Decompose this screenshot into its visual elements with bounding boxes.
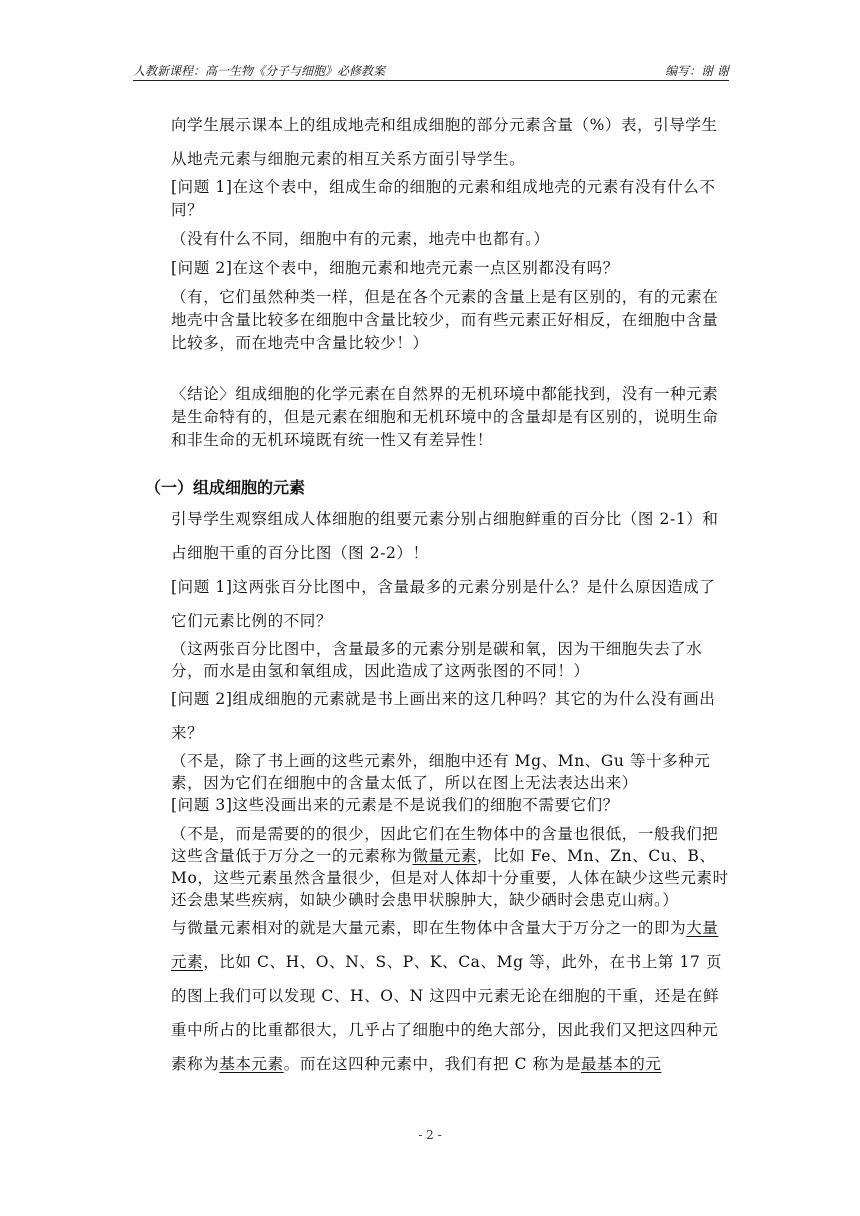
question-2b: [问题 2]组成细胞的元素就是书上画出来的这几种吗？其它的为什么没有画出来？	[171, 690, 716, 742]
section-heading: （一）组成细胞的元素	[145, 478, 306, 497]
question-2: [问题 2]在这个表中，细胞元素和地壳元素一点区别都没有吗？	[171, 259, 619, 277]
header-author: 编写：谢 谢	[665, 64, 729, 78]
answer-2b: （不是，除了书上画的这些元素外，细胞中还有 Mg、Mn、Gu 等十多种元素，因为它们在细胞中的含量太低了，所以在图上无法表达出来）	[171, 752, 711, 792]
question-1b: [问题 1]这两张百分比图中，含量最多的元素分别是什么？是什么原因造成了它们元素比例的不同？	[171, 578, 716, 630]
answer-3b-part-a: （不是，而是需要的的很少，因此它们在生物体中的含量也很低，一般我们把这些含量低于万分之一的元素称为	[171, 825, 719, 865]
page-header	[133, 60, 729, 81]
content-part-2	[171, 502, 731, 1081]
page-number: - 2 -	[418, 1128, 442, 1142]
answer-3b-part-b: ，比如 Fe、Mn、Zn、Cu、B、Mo，这些元素虽然含量很少，但是对人体却十分重要，人体在缺少这些元素时还会患某些疾病，如缺少碘时会患甲状腺肿大，缺少硒时会患克山病。）	[171, 847, 729, 909]
conclusion-paragraph: 〈结论〉组成细胞的化学元素在自然界的无机环境中都能找到，没有一种元素是生命特有的，但是元素在细胞和无机环境中的含量却是有区别的，说明生命和非生命的无机环境既有统一性又有差异性！	[171, 385, 719, 449]
macro-part-c: 。而在这四种元素中，我们有把 C 称为是	[283, 1055, 581, 1073]
question-1: [问题 1]在这个表中，组成生命的细胞的元素和组成地壳的元素有没有什么不同？	[171, 178, 716, 219]
header-title: 人教新课程：高一生物《分子与细胞》必修教案	[133, 64, 386, 78]
answer-2: （有，它们虽然种类一样，但是在各个元素的含量上是有区别的，有的元素在地壳中含量比较多在细胞中含量比较少，而有些元素正好相反，在细胞中含量比较多，而在地壳中含量比较少！）	[171, 288, 719, 352]
answer-1b: （这两张百分比图中，含量最多的元素分别是碳和氧，因为干细胞失去了水分，而水是由氢和氧组成，因此造成了这两张图的不同！）	[171, 640, 703, 680]
term-trace-elements: 微量元素	[412, 847, 477, 865]
question-3b: [问题 3]这些没画出来的元素是不是说我们的细胞不需要它们？	[171, 796, 619, 814]
guide-paragraph: 引导学生观察组成人体细胞的组要元素分别占细胞鲜重的百分比（图 2-1）和占细胞干重的百分比图（图 2-2）！	[171, 510, 719, 562]
macro-part-b: ，比如 C、H、O、N、S、P、K、Ca、Mg 等，此外，在书上第 17 页的图上我们可以发现 C、H、O、N 这四中元素无论在细胞的干重，还是在鲜重中所占的比重都很大，几乎占了细胞中的绝大部分，因此我们又把这四种元素称为	[171, 953, 723, 1073]
intro-paragraph: 向学生展示课本上的组成地壳和组成细胞的部分元素含量（%）表，引导学生从地壳元素与细胞元素的相互关系方面引导学生。	[171, 116, 718, 168]
macro-part-a: 与微量元素相对的就是大量元素，即在生物体中含量大于万分之一的即为	[171, 919, 687, 937]
answer-3b	[171, 823, 731, 911]
macro-paragraph	[171, 911, 731, 1081]
term-basic-elements: 基本元素	[219, 1055, 284, 1073]
term-macro-elements: 大量元素	[171, 919, 719, 971]
term-most-basic: 最基本的元	[580, 1055, 662, 1073]
content-part-1	[171, 108, 731, 452]
answer-1: （没有什么不同，细胞中有的元素，地壳中也都有。）	[171, 230, 550, 248]
